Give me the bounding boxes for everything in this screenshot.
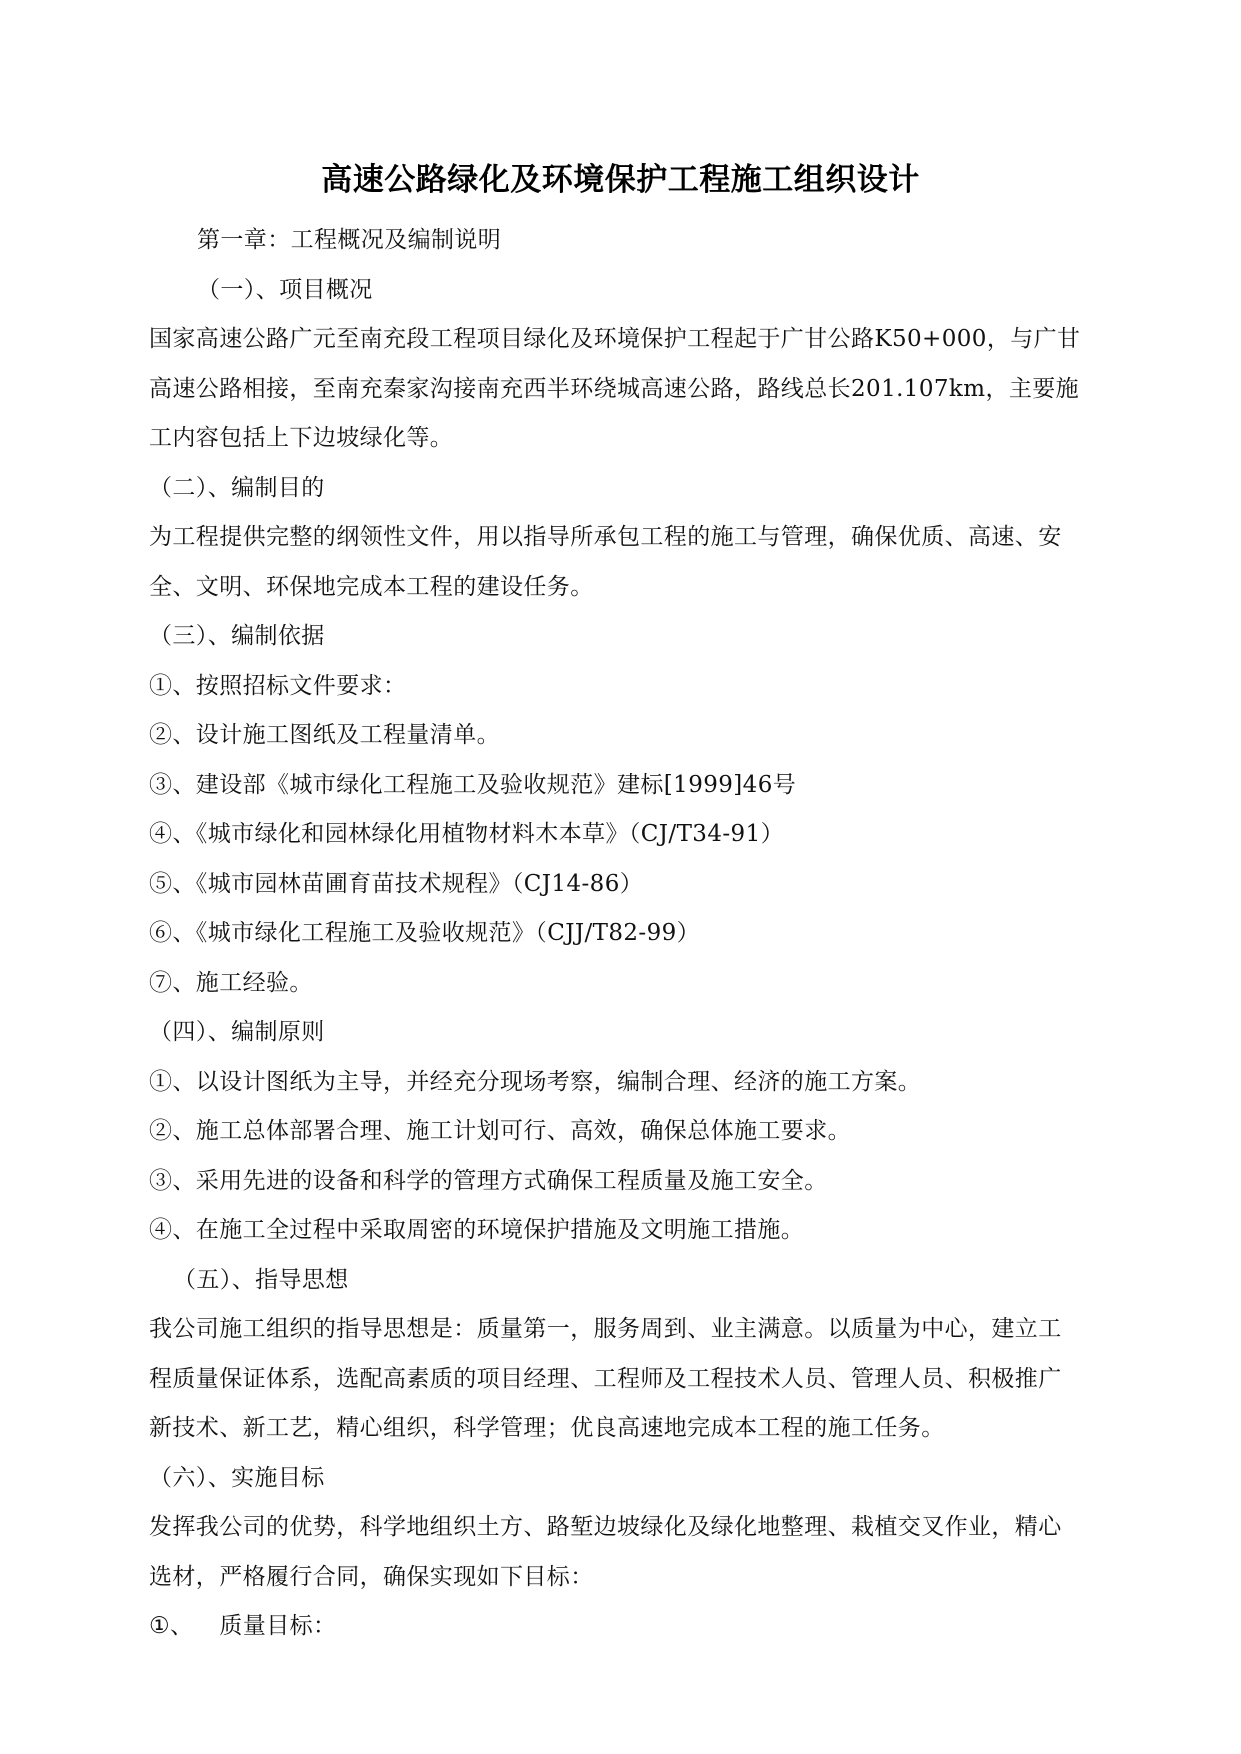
document-title: 高速公路绿化及环境保护工程施工组织设计 — [321, 162, 920, 198]
section-heading-4: （四）、编制原则 — [149, 1019, 325, 1045]
section-heading-3: （三）、编制依据 — [149, 623, 325, 649]
paragraph-line: 程质量保证体系，选配高素质的项目经理、工程师及工程技术人员、管理人员、积极推广 — [149, 1365, 1062, 1392]
list-item: ③、采用先进的设备和科学的管理方式确保工程质量及施工安全。 — [149, 1167, 828, 1194]
quality-target-item — [149, 1602, 1119, 1652]
paragraph-line: 全、文明、环保地完成本工程的建设任务。 — [149, 573, 594, 600]
section-heading-2: （二）、编制目的 — [149, 474, 325, 501]
paragraph-line: 为工程提供完整的纲领性文件，用以指导所承包工程的施工与管理，确保优质、高速、安 — [149, 524, 1062, 550]
list-item: ⑥、《城市绿化工程施工及验收规范》（CJJ/T82-99） — [149, 920, 701, 946]
section-heading-5: （五）、指导思想 — [173, 1266, 349, 1293]
section-heading-1: （一）、项目概况 — [197, 276, 373, 303]
list-item-text: 质量目标： — [219, 1613, 337, 1639]
list-item: ④、《城市绿化和园林绿化用植物材料木本草》（CJ/T34-91） — [149, 821, 785, 847]
list-item: ①、按照招标文件要求： — [149, 672, 407, 699]
paragraph-line: 新技术、新工艺，精心组织，科学管理；优良高速地完成本工程的施工任务。 — [149, 1415, 945, 1441]
list-item: ①、以设计图纸为主导，并经充分现场考察，编制合理、经济的施工方案。 — [149, 1068, 922, 1095]
list-item: ②、设计施工图纸及工程量清单。 — [149, 722, 500, 748]
paragraph-line: 发挥我公司的优势，科学地组织土方、路堑边坡绿化及绿化地整理、栽植交叉作业，精心 — [149, 1514, 1062, 1540]
paragraph-line: 我公司施工组织的指导思想是：质量第一，服务周到、业主满意。以质量为中心，建立工 — [149, 1316, 1062, 1342]
list-item: ②、施工总体部署合理、施工计划可行、高效，确保总体施工要求。 — [149, 1118, 851, 1144]
list-item: ③、建设部《城市绿化工程施工及验收规范》建标[1999]46号 — [149, 771, 797, 798]
chapter-heading: 第一章：工程概况及编制说明 — [197, 227, 502, 253]
document-body — [149, 216, 1119, 1652]
list-item: ⑦、施工经验。 — [149, 969, 313, 996]
paragraph-line: 高速公路相接，至南充秦家沟接南充西半环绕城高速公路，路线总长201.107km，主要施 — [149, 375, 1080, 402]
paragraph-line: 选材，严格履行合同，确保实现如下目标： — [149, 1563, 594, 1590]
paragraph-line: 国家高速公路广元至南充段工程项目绿化及环境保护工程起于广甘公路K50+000，与广甘 — [149, 326, 1081, 352]
list-number: ①、 — [149, 1613, 194, 1639]
paragraph-line: 工内容包括上下边坡绿化等。 — [149, 425, 454, 451]
section-heading-6: （六）、实施目标 — [149, 1464, 325, 1491]
list-item: ⑤、《城市园林苗圃育苗技术规程》（CJ14-86） — [149, 870, 644, 897]
list-item: ④、在施工全过程中采取周密的环境保护措施及文明施工措施。 — [149, 1217, 805, 1243]
